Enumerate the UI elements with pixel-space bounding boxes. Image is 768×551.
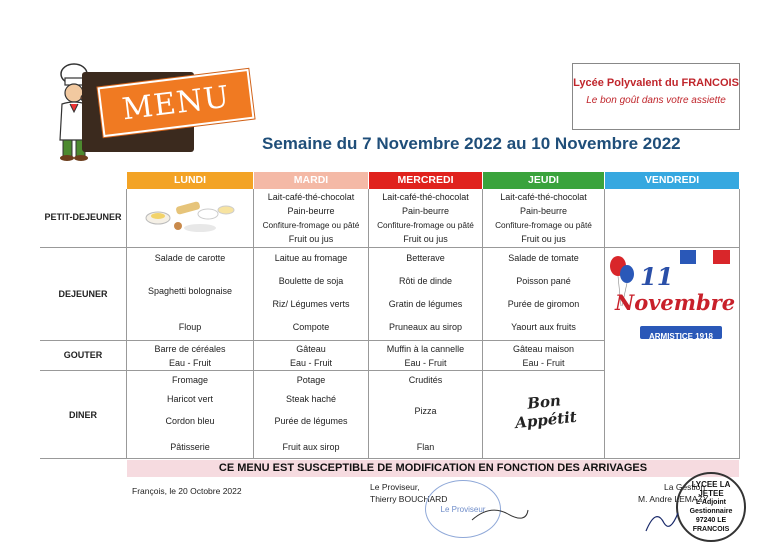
breakfast-mardi-1: Lait-café-thé-chocolat [267, 192, 355, 202]
dinner-mercredi-3: Flan [416, 442, 435, 452]
proviseur-signature [470, 500, 530, 528]
breakfast-jeudi-2: Pain-beurre [519, 206, 568, 216]
day-header-vendredi: VENDREDI [605, 172, 739, 189]
proviseur-stamp-label: Le Proviseur [440, 504, 486, 514]
footer-date: François, le 20 Octobre 2022 [132, 486, 242, 496]
snack-mercredi-1: Muffin à la cannelle [386, 344, 465, 354]
grid-line [739, 189, 740, 458]
breakfast-mercredi-1: Lait-café-thé-chocolat [382, 192, 469, 202]
proviseur-name: Thierry BOUCHARD [370, 494, 448, 504]
dinner-mardi-1: Potage [296, 375, 326, 385]
menu-label: MENU [120, 79, 232, 127]
grid-line [40, 370, 605, 371]
row-label-dejeuner: DEJEUNER [58, 289, 108, 299]
lunch-jeudi-1: Salade de tomate [508, 253, 579, 263]
snack-jeudi-1: Gâteau maison [512, 344, 575, 354]
lunch-mardi-3: Riz/ Légumes verts [272, 299, 350, 309]
week-title: Semaine du 7 Novembre 2022 au 10 Novembre 2022 [262, 134, 681, 153]
day-header-lundi: LUNDI [127, 172, 253, 189]
lunch-mardi-4: Compote [292, 322, 330, 332]
flag-stripes-illustration [680, 250, 730, 264]
gestion-name: M. Andre LEMAZY [638, 494, 709, 504]
lunch-jeudi-2: Poisson pané [516, 276, 571, 286]
armistice-month: Novembre [615, 290, 736, 315]
gestion-stamp-top: LYCEE LA JETEE [691, 480, 731, 498]
lunch-mercredi-1: Betterave [406, 253, 445, 263]
grid-line [604, 189, 605, 458]
snack-lundi-1: Barre de céréales [154, 344, 226, 354]
gestion-title: La Gestion [664, 482, 706, 492]
row-label-petit-dejeuner: PETIT-DEJEUNER [44, 212, 122, 222]
dinner-lundi-1: Fromage [171, 375, 208, 385]
lunch-lundi-3: Floup [178, 322, 202, 332]
lunch-jeudi-3: Purée de giromon [507, 299, 580, 309]
dinner-lundi-3: Cordon bleu [165, 416, 215, 426]
day-header-mercredi: MERCREDI [369, 172, 482, 189]
snack-mardi-2: Eau - Fruit [289, 358, 332, 368]
snack-mardi-1: Gâteau [296, 344, 326, 354]
breakfast-mardi-2: Pain-beurre [287, 206, 335, 216]
snack-jeudi-2: Eau - Fruit [522, 358, 565, 368]
breakfast-jeudi-4: Fruit ou jus [521, 234, 566, 244]
gestion-stamp-mid: L'Adjoint Gestionnaire [689, 499, 733, 515]
gestion-stamp [676, 472, 746, 542]
armistice-day: 11 [640, 262, 674, 291]
day-header-jeudi: JEUDI [483, 172, 604, 189]
breakfast-mardi-3: Confiture-fromage ou pâté [262, 220, 360, 230]
dinner-mercredi-2: Pizza [414, 406, 437, 416]
lunch-mercredi-3: Gratin de légumes [388, 299, 463, 309]
lunch-lundi-1: Salade de carotte [154, 253, 226, 263]
lunch-lundi-2: Spaghetti bolognaise [147, 286, 233, 296]
row-label-diner: DINER [68, 410, 97, 420]
lunch-mercredi-4: Pruneaux au sirop [388, 322, 463, 332]
dinner-lundi-4: Pâtisserie [170, 442, 210, 452]
armistice-ribbon [640, 326, 722, 339]
breakfast-mardi-4: Fruit ou jus [288, 234, 334, 244]
breakfast-jeudi-3: Confiture-fromage ou pâté [495, 220, 592, 230]
school-slogan: Le bon goût dans votre assiette [586, 95, 726, 106]
dinner-lundi-2: Haricot vert [166, 394, 213, 404]
armistice-ribbon-text: ARMISTICE 1918 [648, 332, 714, 341]
modification-banner: CE MENU EST SUSCEPTIBLE DE MODIFICATION EN FONCTION DES ARRIVAGES [127, 460, 739, 477]
grid-line [40, 458, 740, 459]
breakfast-illustration [138, 196, 246, 236]
school-name: Lycée Polyvalent du FRANCOIS [573, 77, 739, 89]
dinner-mercredi-1: Crudités [408, 375, 443, 385]
lunch-mercredi-2: Rôti de dinde [398, 276, 453, 286]
dinner-mardi-4: Fruit aux sirop [282, 442, 340, 452]
row-label-gouter: GOUTER [63, 350, 103, 360]
dinner-mardi-3: Purée de légumes [274, 416, 348, 426]
bon-appetit-script: Bon Appétit [514, 391, 578, 433]
lunch-mardi-1: Laitue au fromage [274, 253, 348, 263]
breakfast-mercredi-3: Confiture-fromage ou pâté [377, 220, 474, 230]
breakfast-jeudi-1: Lait-café-thé-chocolat [500, 192, 587, 202]
gestion-stamp-bottom: 97240 LE FRANCOIS [692, 517, 730, 533]
school-box [572, 63, 740, 130]
day-header-mardi: MARDI [254, 172, 368, 189]
snack-lundi-2: Eau - Fruit [168, 358, 211, 368]
lunch-jeudi-4: Yaourt aux fruits [511, 322, 576, 332]
grid-line [40, 340, 605, 341]
gestion-signature [642, 505, 682, 535]
breakfast-mercredi-2: Pain-beurre [401, 206, 450, 216]
breakfast-mercredi-4: Fruit ou jus [403, 234, 448, 244]
lunch-mardi-2: Boulette de soja [278, 276, 344, 286]
proviseur-title: Le Proviseur, [370, 482, 420, 492]
snack-mercredi-2: Eau - Fruit [404, 358, 447, 368]
dinner-mardi-2: Steak haché [285, 394, 337, 404]
